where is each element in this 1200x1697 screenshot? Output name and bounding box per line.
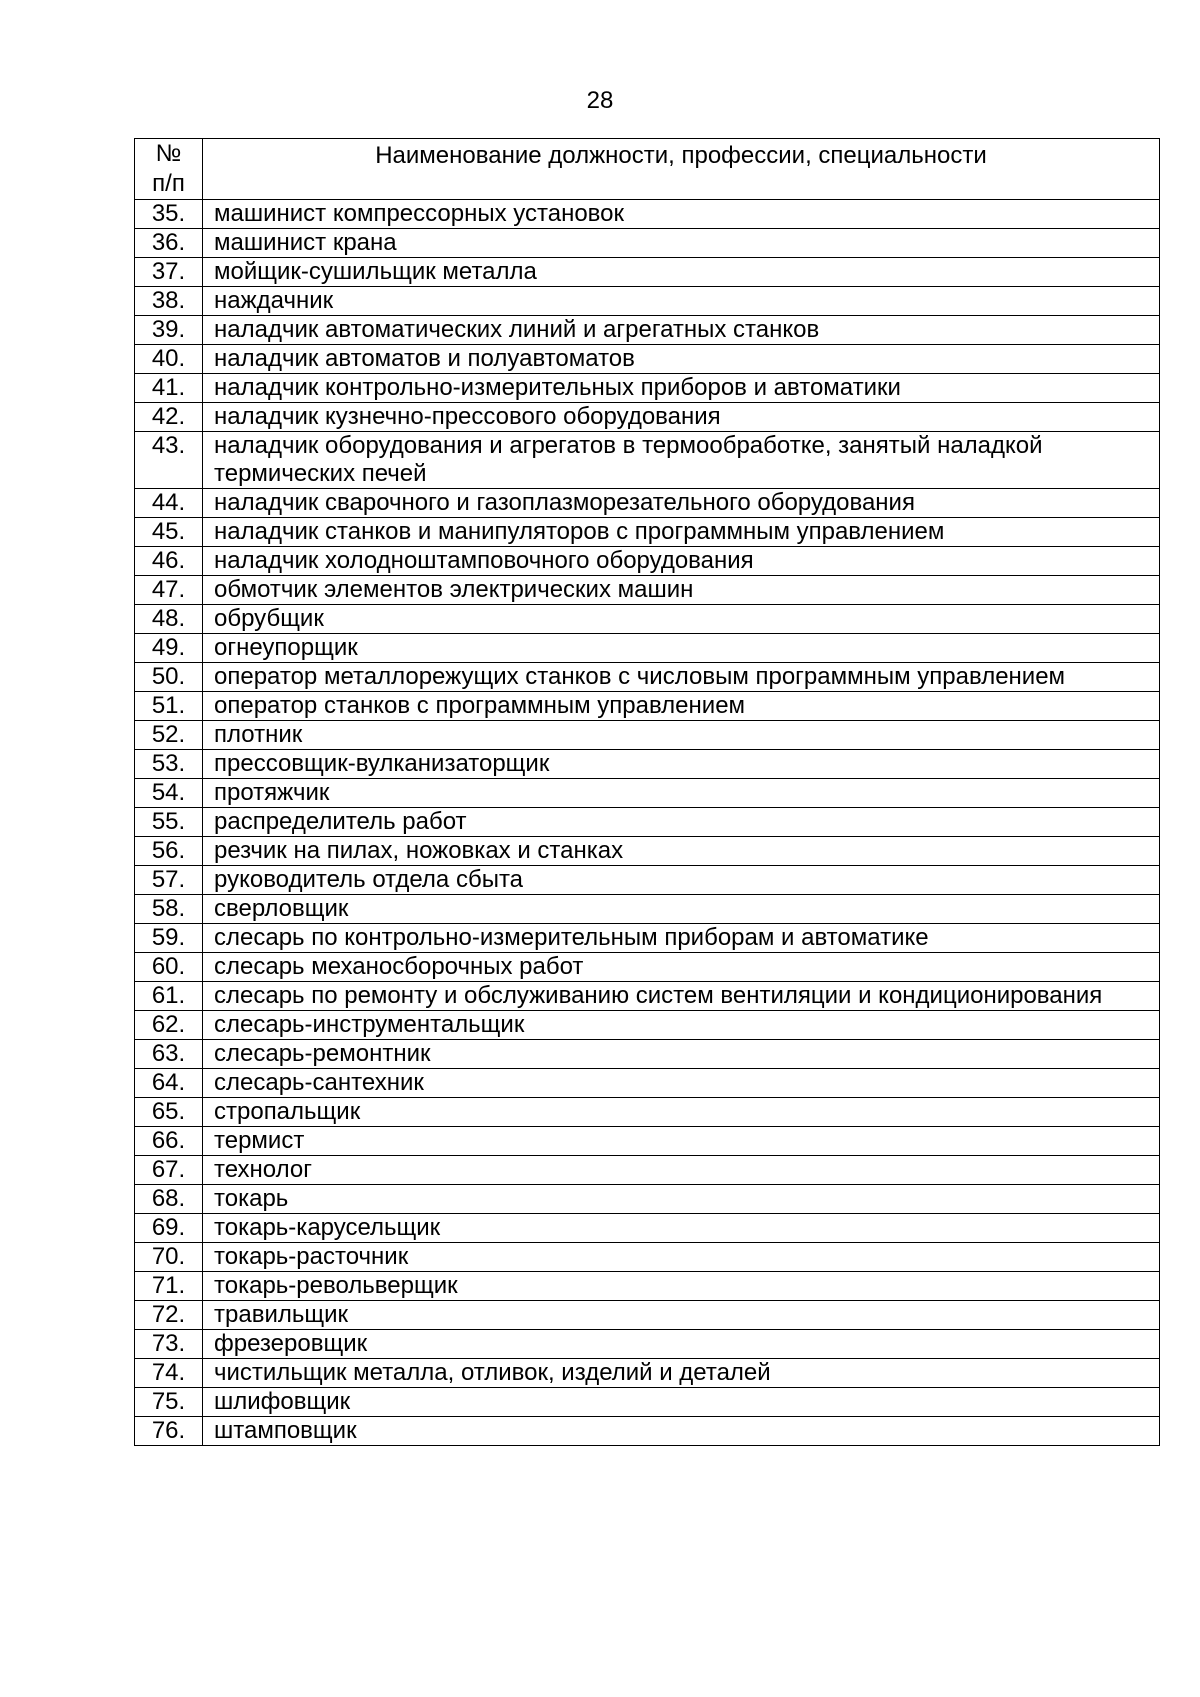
table-header-row — [135, 139, 1160, 200]
profession-name: травильщик — [203, 1301, 1160, 1330]
profession-name: термист — [203, 1127, 1160, 1156]
profession-name: машинист крана — [203, 229, 1160, 258]
row-number: 37. — [135, 258, 203, 287]
row-number: 56. — [135, 837, 203, 866]
profession-name: слесарь механосборочных работ — [203, 953, 1160, 982]
row-number: 75. — [135, 1388, 203, 1417]
row-number: 35. — [135, 200, 203, 229]
row-number: 73. — [135, 1330, 203, 1359]
profession-name: стропальщик — [203, 1098, 1160, 1127]
row-number: 48. — [135, 605, 203, 634]
table-row — [135, 316, 1160, 345]
profession-name: наладчик кузнечно-прессового оборудования — [203, 403, 1160, 432]
profession-name: слесарь-сантехник — [203, 1069, 1160, 1098]
table-row — [135, 750, 1160, 779]
row-number: 68. — [135, 1185, 203, 1214]
row-number: 60. — [135, 953, 203, 982]
row-number: 66. — [135, 1127, 203, 1156]
row-number: 62. — [135, 1011, 203, 1040]
profession-name: наладчик станков и манипуляторов с программным управлением — [203, 518, 1160, 547]
row-number: 74. — [135, 1359, 203, 1388]
table-row — [135, 1417, 1160, 1446]
column-header-title: Наименование должности, профессии, специальности — [203, 139, 1160, 200]
row-number: 70. — [135, 1243, 203, 1272]
profession-name: машинист компрессорных установок — [203, 200, 1160, 229]
profession-name: плотник — [203, 721, 1160, 750]
profession-name: наладчик автоматов и полуавтоматов — [203, 345, 1160, 374]
table-row — [135, 1388, 1160, 1417]
profession-name: слесарь-ремонтник — [203, 1040, 1160, 1069]
table-row — [135, 721, 1160, 750]
table-row — [135, 518, 1160, 547]
table-row — [135, 1156, 1160, 1185]
table-row — [135, 576, 1160, 605]
profession-name: наладчик холодноштамповочного оборудования — [203, 547, 1160, 576]
profession-name: наладчик контрольно-измерительных приборов и автоматики — [203, 374, 1160, 403]
table-row — [135, 287, 1160, 316]
table-row — [135, 1330, 1160, 1359]
profession-name: токарь-револьверщик — [203, 1272, 1160, 1301]
profession-name: токарь-расточник — [203, 1243, 1160, 1272]
table-body — [135, 200, 1160, 1446]
table-row — [135, 605, 1160, 634]
profession-name: обрубщик — [203, 605, 1160, 634]
table-row — [135, 1301, 1160, 1330]
table-row — [135, 1011, 1160, 1040]
table-row — [135, 982, 1160, 1011]
row-number: 54. — [135, 779, 203, 808]
row-number: 46. — [135, 547, 203, 576]
profession-name: токарь-карусельщик — [203, 1214, 1160, 1243]
row-number: 67. — [135, 1156, 203, 1185]
profession-name: сверловщик — [203, 895, 1160, 924]
row-number: 53. — [135, 750, 203, 779]
table-row — [135, 634, 1160, 663]
table-row — [135, 1359, 1160, 1388]
row-number: 69. — [135, 1214, 203, 1243]
row-number: 47. — [135, 576, 203, 605]
row-number: 40. — [135, 345, 203, 374]
row-number: 42. — [135, 403, 203, 432]
table-row — [135, 258, 1160, 287]
row-number: 65. — [135, 1098, 203, 1127]
profession-name: наждачник — [203, 287, 1160, 316]
row-number: 76. — [135, 1417, 203, 1446]
profession-name: оператор металлорежущих станков с числовым программным управлением — [203, 663, 1160, 692]
table-row — [135, 692, 1160, 721]
row-number: 43. — [135, 432, 203, 489]
table-row — [135, 229, 1160, 258]
profession-name: протяжчик — [203, 779, 1160, 808]
table-row — [135, 1040, 1160, 1069]
profession-name: слесарь-инструментальщик — [203, 1011, 1160, 1040]
table-row — [135, 663, 1160, 692]
profession-name: фрезеровщик — [203, 1330, 1160, 1359]
row-number: 44. — [135, 489, 203, 518]
row-number: 72. — [135, 1301, 203, 1330]
profession-name: слесарь по контрольно-измерительным приборам и автоматике — [203, 924, 1160, 953]
table-row — [135, 345, 1160, 374]
table-row — [135, 403, 1160, 432]
row-number: 71. — [135, 1272, 203, 1301]
table-row — [135, 895, 1160, 924]
row-number: 39. — [135, 316, 203, 345]
profession-name: огнеупорщик — [203, 634, 1160, 663]
table-row — [135, 953, 1160, 982]
table-row — [135, 1243, 1160, 1272]
table-row — [135, 866, 1160, 895]
profession-name: распределитель работ — [203, 808, 1160, 837]
profession-name: наладчик автоматических линий и агрегатных станков — [203, 316, 1160, 345]
table-row — [135, 779, 1160, 808]
professions-table — [134, 138, 1160, 1446]
table-row — [135, 1214, 1160, 1243]
row-number: 38. — [135, 287, 203, 316]
row-number: 64. — [135, 1069, 203, 1098]
profession-name: оператор станков с программным управлением — [203, 692, 1160, 721]
row-number: 52. — [135, 721, 203, 750]
profession-name: обмотчик элементов электрических машин — [203, 576, 1160, 605]
table-row — [135, 200, 1160, 229]
profession-name: руководитель отдела сбыта — [203, 866, 1160, 895]
table-row — [135, 808, 1160, 837]
table-row — [135, 1272, 1160, 1301]
table-row — [135, 1127, 1160, 1156]
row-number: 45. — [135, 518, 203, 547]
profession-name: прессовщик-вулканизаторщик — [203, 750, 1160, 779]
profession-name: наладчик оборудования и агрегатов в термообработке, занятый наладкой термических печей — [203, 432, 1160, 489]
profession-name: технолог — [203, 1156, 1160, 1185]
profession-name: токарь — [203, 1185, 1160, 1214]
profession-name: чистильщик металла, отливок, изделий и деталей — [203, 1359, 1160, 1388]
profession-name: штамповщик — [203, 1417, 1160, 1446]
row-number: 50. — [135, 663, 203, 692]
profession-name: мойщик-сушильщик металла — [203, 258, 1160, 287]
row-number: 57. — [135, 866, 203, 895]
profession-name: резчик на пилах, ножовках и станках — [203, 837, 1160, 866]
column-header-number: № п/п — [135, 139, 203, 200]
table-row — [135, 1098, 1160, 1127]
table-row — [135, 837, 1160, 866]
row-number: 58. — [135, 895, 203, 924]
table-row — [135, 547, 1160, 576]
table-row — [135, 374, 1160, 403]
row-number: 55. — [135, 808, 203, 837]
table-row — [135, 924, 1160, 953]
row-number: 63. — [135, 1040, 203, 1069]
row-number: 41. — [135, 374, 203, 403]
row-number: 51. — [135, 692, 203, 721]
row-number: 59. — [135, 924, 203, 953]
table-row — [135, 1069, 1160, 1098]
table-row — [135, 432, 1160, 489]
row-number: 61. — [135, 982, 203, 1011]
table-row — [135, 489, 1160, 518]
row-number: 36. — [135, 229, 203, 258]
table-row — [135, 1185, 1160, 1214]
profession-name: шлифовщик — [203, 1388, 1160, 1417]
row-number: 49. — [135, 634, 203, 663]
page-number: 28 — [586, 87, 614, 114]
profession-name: слесарь по ремонту и обслуживанию систем вентиляции и кондиционирования — [203, 982, 1160, 1011]
profession-name: наладчик сварочного и газоплазморезательного оборудования — [203, 489, 1160, 518]
